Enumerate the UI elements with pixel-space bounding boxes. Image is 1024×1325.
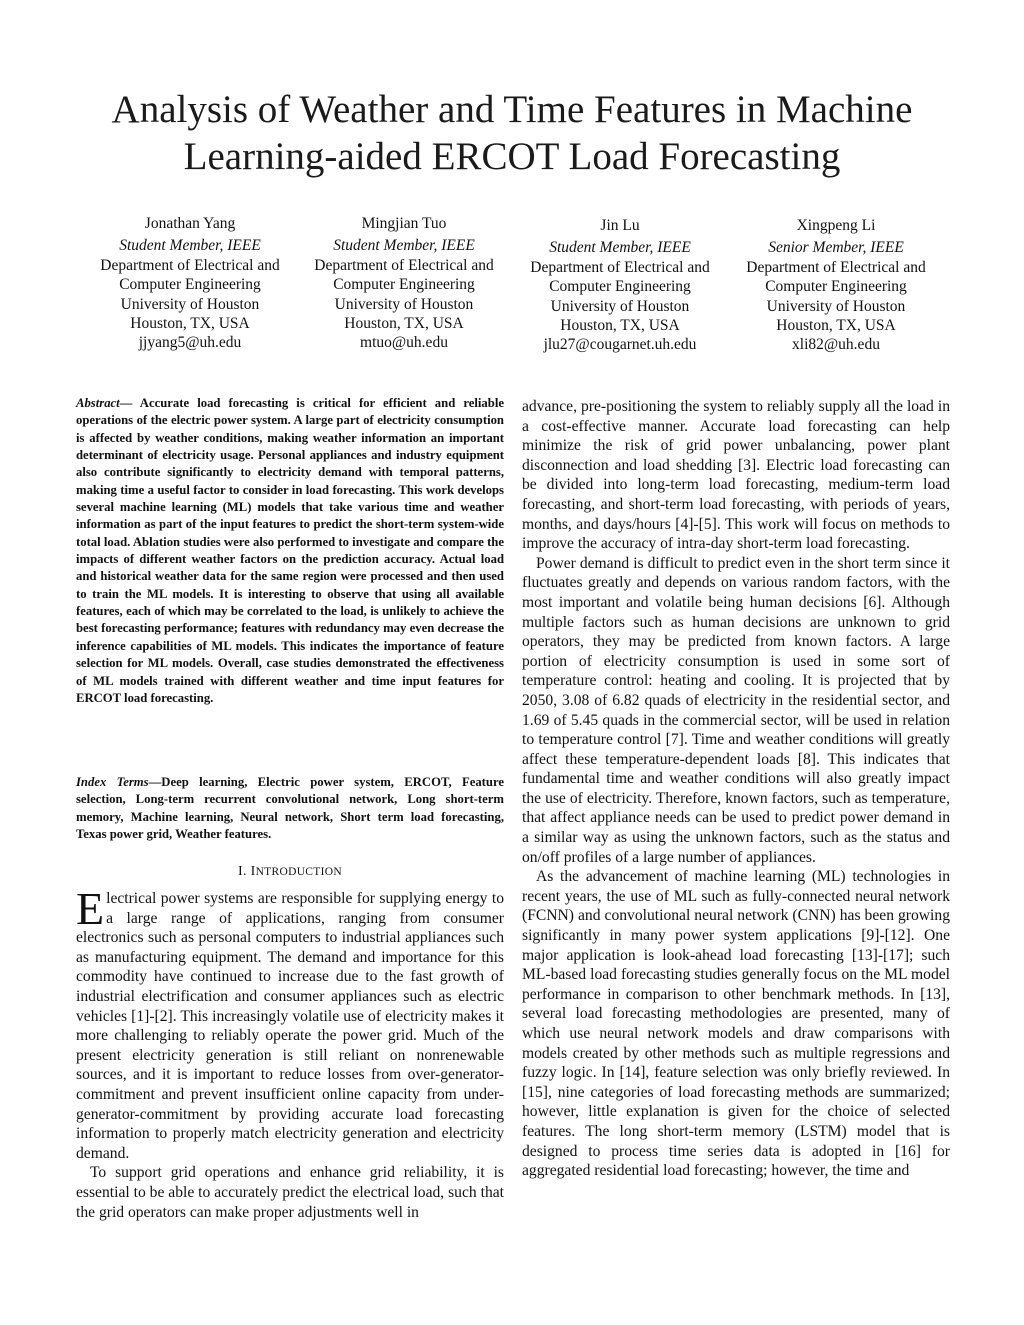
author-grade: Student Member, IEEE <box>119 237 261 255</box>
abstract-text: Accurate load forecasting is critical for efficient and reliable operations of the electric power system. A large part of electricity consumption is affected by weather conditions, making weather information an important determinant of electricity usage. Personal appliances and industry equipment also contribute significantly to electricity demand with temporal patterns, making time a useful factor to consider in load forecasting. This work develops several machine learning (ML) models that take various time and weather information as part of the input features to predict the short-term system-wide total load. Ablation studies were also performed to investigate and compare the impacts of different weather factors on the prediction accuracy. Actual load and historical weather data for the same region were processed and then used to train the ML models. It is interesting to observe that using all available features, each of which may be correlated to the load, is unlikely to achieve the best forecasting performance; features with redundancy may even decrease the inference capabilities of ML models. This indicates the importance of feature selection for ML models. Overall, case studies demonstrated the effectiveness of ML models trained with different weather and time input features for ERCOT load forecasting. <box>76 396 504 705</box>
author-city: Houston, TX, USA <box>560 317 680 335</box>
index-terms-label: Index Terms <box>76 775 149 789</box>
right-column-body <box>522 397 950 1181</box>
author-block <box>85 214 295 353</box>
body-paragraph: Power demand is difficult to predict even in the short term since it fluctuates greatly and depends on various random factors, with the most important and volatile being human decisions [6]. Although multiple factors such as human decisions are unknown to grid operators, they may be predicted from known factors. A large portion of electricity consumption is used in some sort of temperature control: heating and cooling. It is projected that by 2050, 3.08 of 6.82 quads of electricity in the residential sector, and 1.69 of 5.45 quads in the commercial sector, will be used in relation to temperature control [7]. Time and weather conditions will greatly affect these temperature-dependent loads [8]. This indicates that fundamental time and weather conditions will also greatly impact the use of electricity. Therefore, known factors, such as temperature, that affect appliance needs can be used to predict power demand in a similar way as using the unknown factors, such as the status and on/off profiles of a large number of appliances. <box>522 554 950 866</box>
author-email: jjyang5@uh.edu <box>138 334 242 352</box>
author-dept: Computer Engineering <box>765 278 907 296</box>
author-email: xli82@uh.edu <box>792 336 880 354</box>
author-city: Houston, TX, USA <box>776 317 896 335</box>
author-name: Mingjian Tuo <box>361 215 447 232</box>
author-grade: Senior Member, IEEE <box>768 239 904 257</box>
author-block <box>299 214 509 353</box>
author-email: jlu27@cougarnet.uh.edu <box>543 336 697 354</box>
section-number: I. I <box>238 864 256 879</box>
author-dept: Computer Engineering <box>549 278 691 296</box>
author-dept: Department of Electrical and <box>746 258 926 276</box>
author-name: Jonathan Yang <box>144 215 236 232</box>
author-name: Jin Lu <box>600 217 640 234</box>
author-dept: Computer Engineering <box>119 276 261 294</box>
index-terms-text: —Deep learning, Electric power system, ERCOT, Feature selection, Long-term recurrent convolutional network, Long short-term memory, Machine learning, Neural network, Short term load forecasting, Texas power grid, Weather features. <box>76 775 504 842</box>
drop-cap: E <box>76 883 105 934</box>
left-column-body <box>76 883 504 1222</box>
intro-paragraph <box>76 883 504 1163</box>
body-paragraph: As the advancement of machine learning (ML) technologies in recent years, the use of ML such as fully-connected neural network (FCNN) and convolutional neural network (CNN) has been growing significantly in many power system applications [9]-[12]. One major application is look-ahead load forecasting [13]-[17]; such ML-based load forecasting studies generally focus on the ML model performance in comparison to other benchmark methods. In [13], several load forecasting methodologies are presented, many of which use neural network models and draw comparisons with models created by other methods such as multiple regressions and fuzzy logic. In [14], feature selection was only briefly reviewed. In [15], nine categories of load forecasting methods are summarized; however, little explanation is given for the choice of selected features. The long short-term memory (LSTM) model that is designed to process time series data is adopted in [16] for aggregated residential load forecasting; however, the time and <box>522 868 950 1180</box>
author-dept: Department of Electrical and <box>100 256 280 274</box>
abstract-label: Abstract— <box>76 396 133 410</box>
author-grade: Student Member, IEEE <box>333 237 475 255</box>
author-university: University of Houston <box>766 297 906 315</box>
author-university: University of Houston <box>120 295 260 313</box>
author-block <box>515 216 725 355</box>
abstract <box>76 395 504 707</box>
author-university: University of Houston <box>550 297 690 315</box>
intro-paragraph-text: lectrical power systems are responsible for supplying energy to a large range of applications, ranging from consumer electronics such as personal computers to industrial appliances such as manufacturing equipment. The demand and importance for this commodity have continued to increase due to the fast growth of industrial electrification and consumer appliances such as electric vehicles [1]-[2]. This increasingly volatile use of electricity makes it more challenging to reliably operate the power grid. Much of the present electricity generation is still reliant on nonrenewable sources, and it is important to reduce losses from over-generator-commitment and prevent insufficient online capacity from under-generator-commitment by providing accurate load forecasting information to properly match electricity generation and electricity demand. <box>76 890 504 1162</box>
paper-title: Analysis of Weather and Time Features in Machine Learning-aided ERCOT Load Forecasting <box>111 88 913 178</box>
intro-paragraph: To support grid operations and enhance grid reliability, it is essential to be able to accurately predict the electrical load, such that the grid operators can make proper adjustments well in <box>76 1164 504 1221</box>
author-block <box>731 216 941 355</box>
author-name: Xingpeng Li <box>796 217 876 234</box>
author-city: Houston, TX, USA <box>130 315 250 333</box>
author-city: Houston, TX, USA <box>344 315 464 333</box>
author-dept: Department of Electrical and <box>314 256 494 274</box>
author-dept: Department of Electrical and <box>530 258 710 276</box>
author-grade: Student Member, IEEE <box>549 239 691 257</box>
author-dept: Computer Engineering <box>333 276 475 294</box>
section-heading <box>76 863 504 881</box>
author-university: University of Houston <box>334 295 474 313</box>
body-paragraph: advance, pre-positioning the system to reliably supply all the load in a cost-effective manner. Accurate load forecasting can help minimize the risk of grid power unbalancing, power plant disconnection and load shedding [3]. Electric load forecasting can be divided into long-term load forecasting, medium-term load forecasting, and short-term load forecasting, with periods of years, months, and days/hours [4]-[5]. This work will focus on methods to improve the accuracy of intra-day short-term load forecasting. <box>522 398 950 553</box>
index-terms <box>76 774 504 843</box>
author-email: mtuo@uh.edu <box>360 334 448 352</box>
section-title: NTRODUCTION <box>255 866 342 878</box>
